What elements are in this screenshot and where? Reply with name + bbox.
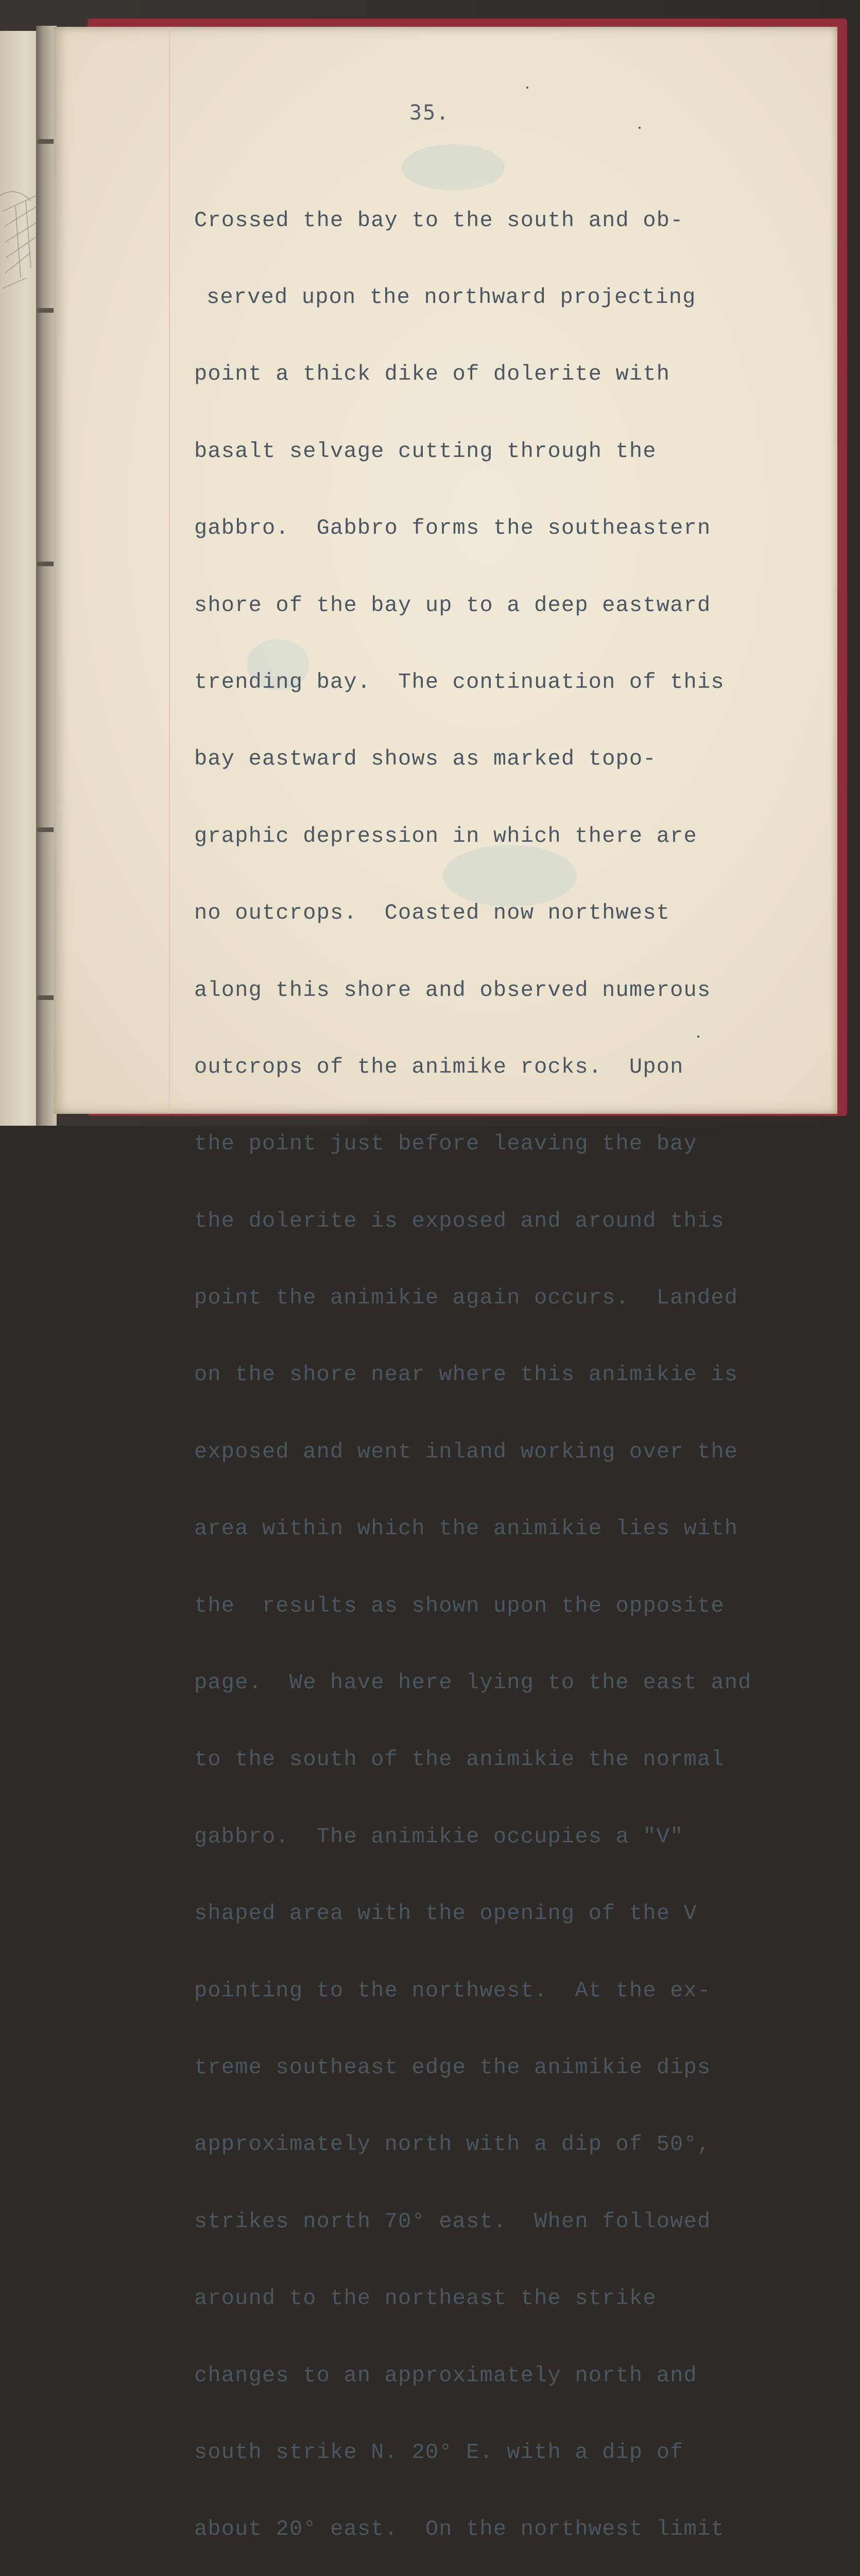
- text-line: shaped area with the opening of the V: [194, 1901, 697, 1926]
- text-line: shore of the bay up to a deep eastward: [194, 592, 711, 618]
- binding-stitch: [37, 995, 56, 1000]
- text-line: the point just before leaving the bay: [194, 1131, 697, 1157]
- text-line: on the shore near where this animikie is: [194, 1362, 738, 1387]
- text-line: bay eastward shows as marked topo-: [194, 747, 657, 772]
- text-line: point the animikie again occurs. Landed: [194, 1285, 738, 1311]
- text-line: the dolerite is exposed and around this: [194, 1208, 725, 1233]
- text-line: the results as shown upon the opposite: [194, 1593, 725, 1618]
- text-line: strikes north 70° east. When followed: [194, 2209, 711, 2234]
- text-line: about 20° east. On the northwest limit: [194, 2517, 725, 2542]
- text-line: gabbro. The animikie occupies a "V": [194, 1824, 684, 1849]
- text-line: point a thick dike of dolerite with: [194, 362, 670, 387]
- text-line: graphic depression in which there are: [194, 823, 697, 849]
- text-line: approximately north with a dip of 50°,: [194, 2132, 711, 2157]
- text-line: gabbro. Gabbro forms the southeastern: [194, 516, 711, 541]
- text-line: treme southeast edge the animikie dips: [194, 2055, 711, 2080]
- binding-stitch: [37, 139, 56, 144]
- text-line: basalt selvage cutting through the: [194, 438, 657, 464]
- text-line: no outcrops. Coasted now northwest: [194, 901, 670, 926]
- text-line: south strike N. 20° E. with a dip of: [194, 2439, 684, 2465]
- typed-body-text: [194, 157, 752, 2576]
- margin-line: [169, 27, 170, 1114]
- paper-speck: [526, 87, 528, 89]
- text-line: changes to an approximately north and: [194, 2363, 697, 2388]
- text-line: trending bay. The continuation of this: [194, 669, 725, 694]
- text-line: to the south of the animikie the normal: [194, 1747, 725, 1772]
- binding-stitch: [37, 308, 56, 313]
- pencil-sketch-icon: [0, 175, 41, 309]
- text-line: exposed and went inland working over the: [194, 1439, 738, 1464]
- binding-stitch: [37, 827, 56, 832]
- page-number: 35.: [409, 101, 450, 125]
- text-line: outcrops of the animike rocks. Upon: [194, 1054, 684, 1079]
- text-line: Crossed the bay to the south and ob-: [194, 208, 684, 233]
- text-line: pointing to the northwest. At the ex-: [194, 1978, 711, 2003]
- paper-speck: [639, 127, 641, 129]
- text-line: around to the northeast the strike: [194, 2286, 657, 2311]
- text-line: served upon the northward projecting: [207, 284, 696, 310]
- text-line: area within which the animikie lies with: [194, 1516, 738, 1541]
- text-line: page. We have here lying to the east and: [194, 1670, 752, 1696]
- text-line: along this shore and observed numerous: [194, 977, 711, 1003]
- binding-stitch: [37, 562, 56, 566]
